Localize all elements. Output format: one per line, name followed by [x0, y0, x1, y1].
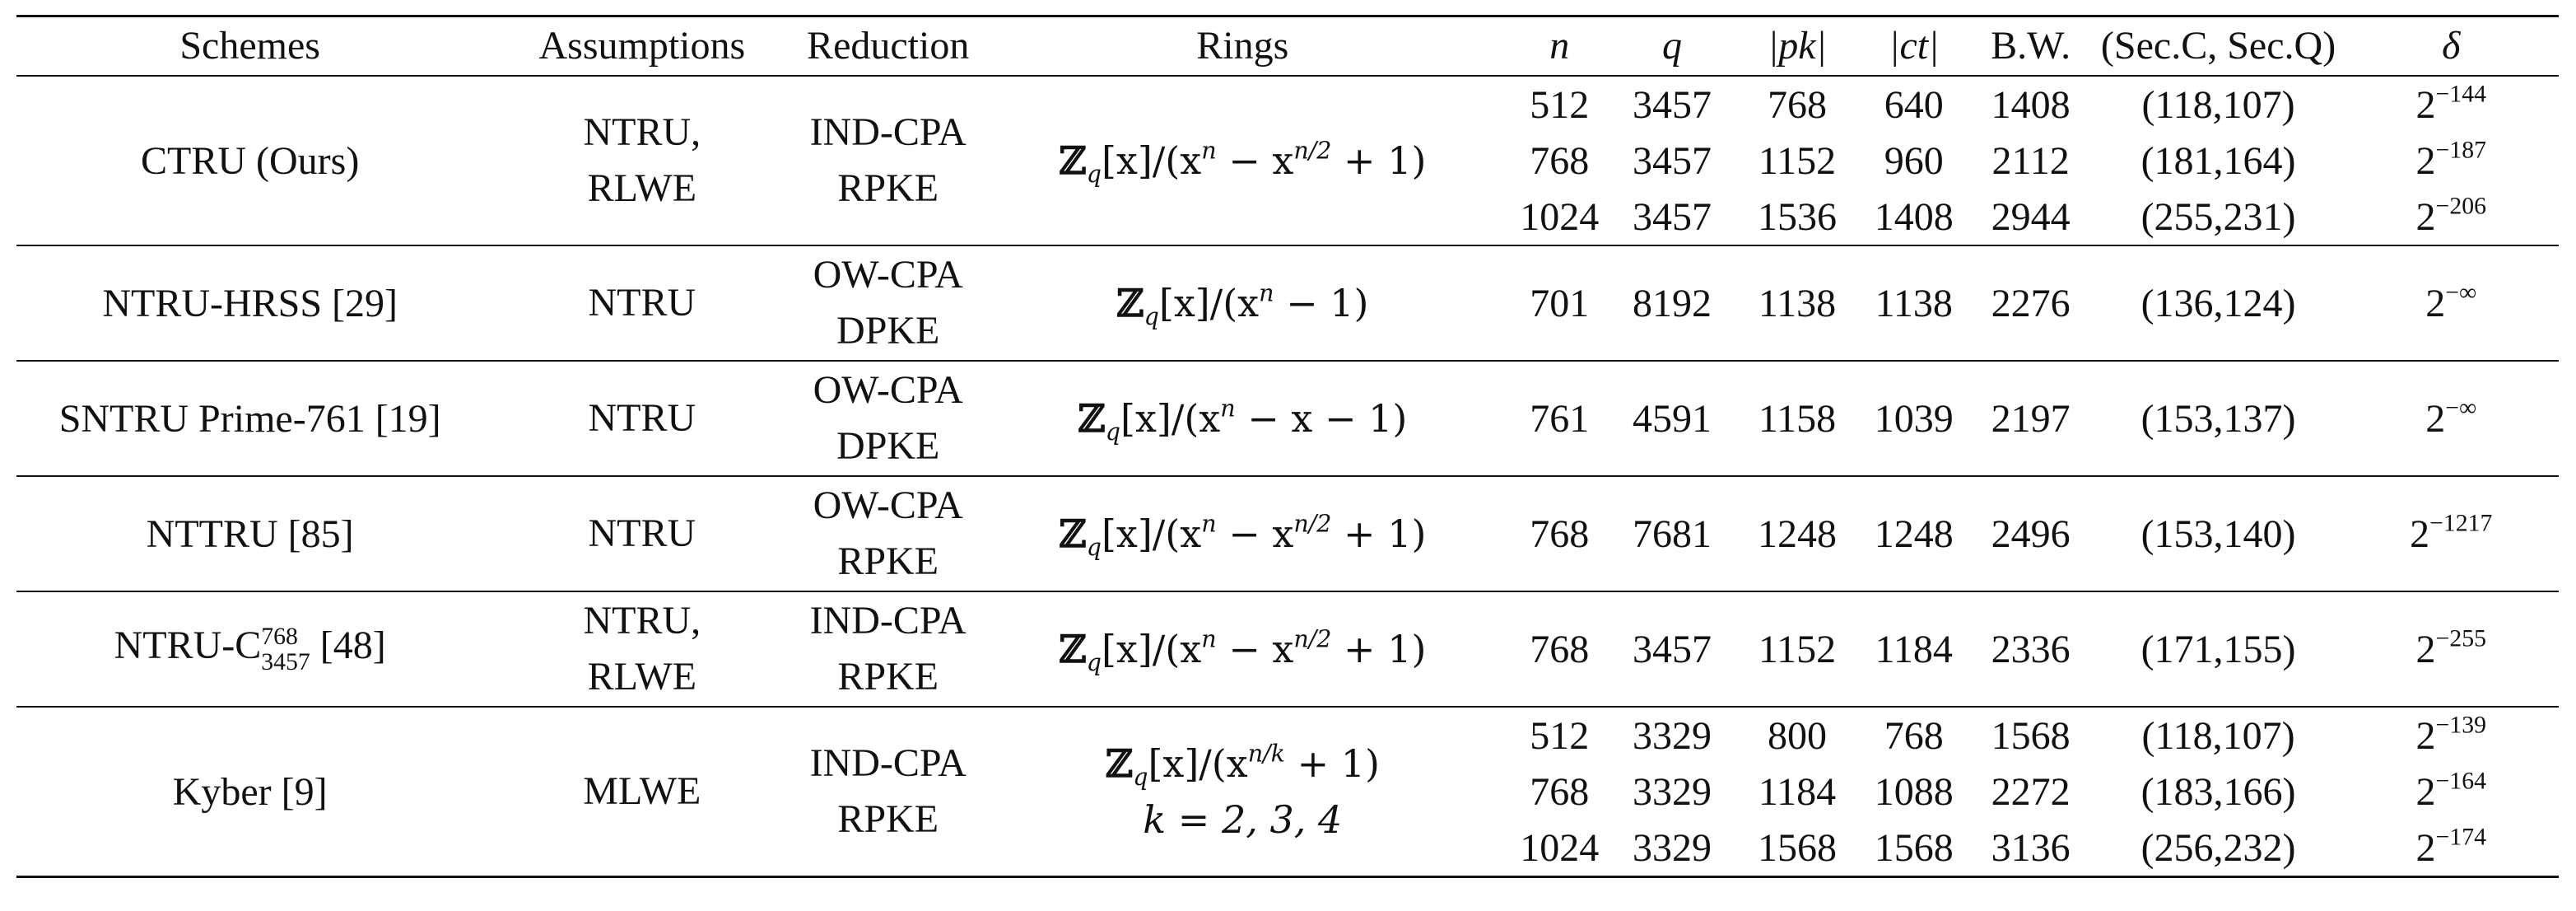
ring-text: + 1)	[1284, 741, 1380, 786]
scheme-cell: CTRU (Ours)	[141, 138, 360, 183]
header-delta: δ	[2442, 24, 2461, 68]
reduction-line: RPKE	[837, 797, 939, 841]
ring-modulus-subscript: q	[1086, 160, 1102, 188]
table-row	[16, 476, 2559, 591]
ct-cell: 1138	[1875, 281, 1953, 325]
reduction-line: IND-CPA	[809, 741, 967, 785]
security-cell: (256,232)	[2140, 825, 2296, 870]
reduction-line: IND-CPA	[809, 599, 967, 642]
ring-integers-symbol: ℤ	[1059, 512, 1087, 556]
delta-value	[2415, 711, 2486, 758]
pk-cell: 768	[1767, 82, 1827, 127]
reduction-cell	[800, 476, 976, 591]
scheme-cell: SNTRU Prime-761 [19]	[58, 396, 441, 441]
scheme-param-n: 768	[261, 623, 298, 651]
delta-cell	[2344, 820, 2559, 877]
ring-expression	[976, 390, 1509, 446]
bw-cell: 2944	[1991, 194, 2071, 239]
ring-integers-symbol: ℤ	[1059, 138, 1087, 183]
ring-expression	[976, 621, 1509, 677]
delta-value	[2415, 192, 2486, 239]
assumption: RLWE	[587, 166, 697, 210]
ring-exponent: n/2	[1293, 137, 1332, 165]
assumptions-cell	[483, 591, 800, 707]
assumptions-cell	[483, 361, 800, 476]
ring-exponent: n	[1201, 510, 1217, 538]
ring-text: [x]/(x	[1148, 741, 1248, 786]
ring-exponent: n	[1220, 395, 1236, 423]
ring-text: + 1)	[1331, 138, 1427, 183]
bw-cell: 2197	[1991, 396, 2071, 441]
pk-cell: 1138	[1758, 281, 1837, 325]
ring-text: [x]/(x	[1158, 281, 1260, 325]
security-cell: (153,140)	[2140, 512, 2296, 556]
n-cell: 512	[1530, 82, 1590, 127]
ring-text: [x]/(x	[1101, 138, 1202, 183]
ct-cell: 768	[1884, 713, 1944, 758]
reduction-line: DPKE	[836, 309, 940, 353]
ring-text: − x	[1216, 627, 1294, 671]
ring-cell	[976, 361, 1509, 476]
security-cell: (118,107)	[2141, 713, 2295, 758]
comparison-table	[16, 15, 2559, 878]
header-schemes: Schemes	[179, 24, 320, 68]
delta-value	[2425, 278, 2477, 325]
delta-exponent: −∞	[2445, 394, 2477, 422]
security-cell: (153,137)	[2140, 396, 2296, 441]
security-cell: (136,124)	[2140, 281, 2296, 325]
header-n: n	[1549, 24, 1570, 68]
ring-expression	[976, 736, 1509, 792]
q-cell: 7681	[1633, 512, 1712, 556]
table-row	[16, 707, 2559, 764]
ring-expression	[976, 133, 1509, 189]
pk-cell: 1184	[1758, 769, 1837, 814]
ring-formula	[976, 275, 1509, 331]
ct-cell: 640	[1884, 82, 1944, 127]
delta-exponent: −187	[2435, 136, 2486, 164]
delta-base: 2	[2415, 138, 2436, 183]
delta-base: 2	[2425, 281, 2446, 325]
n-cell: 761	[1530, 396, 1590, 441]
delta-exponent: −1217	[2429, 509, 2493, 537]
delta-base: 2	[2415, 194, 2436, 239]
delta-base: 2	[2415, 825, 2436, 870]
ring-modulus-subscript: q	[1105, 418, 1121, 446]
reduction-line: IND-CPA	[809, 110, 967, 154]
ring-modulus-subscript: q	[1133, 763, 1148, 791]
pk-cell: 1152	[1758, 627, 1837, 671]
assumptions-cell	[483, 476, 800, 591]
delta-value	[2415, 624, 2486, 671]
scheme-cell: NTRU-HRSS [29]	[102, 281, 398, 325]
q-cell: 3457	[1633, 194, 1712, 239]
ring-formula	[976, 736, 1509, 848]
ring-text: − x	[1216, 138, 1294, 183]
table-row	[16, 245, 2559, 361]
ring-text: − x	[1216, 512, 1294, 556]
ring-text: [x]/(x	[1101, 627, 1202, 671]
delta-cell	[2344, 189, 2559, 245]
ct-cell: 1408	[1874, 194, 1954, 239]
ring-modulus-subscript: q	[1086, 533, 1102, 561]
reduction-cell	[800, 245, 976, 361]
ring-exponent: n/2	[1293, 510, 1332, 538]
n-cell: 1024	[1520, 825, 1600, 870]
security-cell: (181,164)	[2140, 138, 2296, 183]
table-row	[16, 76, 2559, 133]
ring-text: [x]/(x	[1120, 396, 1221, 441]
ring-cell	[976, 707, 1509, 877]
n-cell: 701	[1530, 281, 1590, 325]
delta-value	[2415, 80, 2486, 127]
bw-cell: 2272	[1991, 769, 2071, 814]
ring-cell	[976, 476, 1509, 591]
scheme-cell	[16, 591, 483, 707]
pk-cell: 1158	[1758, 396, 1837, 441]
ct-cell: 1088	[1874, 769, 1954, 814]
pk-cell: 1536	[1757, 194, 1837, 239]
assumption: RLWE	[587, 655, 697, 698]
ring-cell	[976, 245, 1509, 361]
delta-cell	[2344, 361, 2559, 476]
reduction-cell	[800, 707, 976, 877]
scheme-cell: NTTRU [85]	[146, 512, 354, 556]
n-cell: 768	[1530, 138, 1590, 183]
ring-formula	[976, 621, 1509, 677]
delta-exponent: −144	[2435, 80, 2486, 108]
delta-value	[2425, 394, 2477, 441]
ring-exponent: n/2	[1293, 625, 1332, 653]
ct-cell: 1039	[1874, 396, 1954, 441]
reduction-cell	[800, 361, 976, 476]
bw-cell: 2112	[1991, 138, 2070, 183]
reduction-line: RPKE	[837, 540, 939, 583]
q-cell: 3329	[1633, 769, 1712, 814]
delta-base: 2	[2415, 82, 2436, 127]
header-rings: Rings	[1196, 24, 1289, 68]
n-cell: 1024	[1520, 194, 1600, 239]
header-assumptions: Assumptions	[538, 24, 746, 68]
delta-value	[2410, 509, 2493, 556]
header-ct: |ct|	[1889, 24, 1940, 68]
n-cell: 512	[1530, 713, 1590, 758]
delta-base: 2	[2415, 627, 2436, 671]
q-cell: 3329	[1633, 825, 1712, 870]
scheme-ref: [48]	[310, 624, 386, 668]
delta-exponent: −139	[2435, 711, 2486, 739]
ring-integers-symbol: ℤ	[1078, 396, 1106, 441]
assumption: NTRU	[588, 512, 696, 555]
ring-exponent: n	[1259, 279, 1274, 307]
delta-exponent: −174	[2435, 823, 2486, 851]
delta-cell	[2344, 476, 2559, 591]
q-cell: 3457	[1633, 138, 1712, 183]
header-q: q	[1662, 24, 1682, 68]
delta-value	[2415, 767, 2486, 814]
reduction-cell	[800, 76, 976, 245]
delta-cell	[2344, 764, 2559, 820]
ring-integers-symbol: ℤ	[1059, 627, 1087, 671]
delta-base: 2	[2425, 396, 2446, 441]
delta-base: 2	[2410, 512, 2430, 556]
delta-exponent: −206	[2435, 192, 2486, 220]
ring-text: + 1)	[1331, 627, 1427, 671]
delta-base: 2	[2415, 713, 2436, 758]
ring-expression	[976, 275, 1509, 331]
bw-cell: 1568	[1991, 713, 2071, 758]
pk-cell: 1568	[1757, 825, 1837, 870]
delta-cell	[2344, 707, 2559, 764]
scheme-params	[261, 624, 310, 675]
delta-exponent: −255	[2435, 624, 2486, 652]
ring-text: [x]/(x	[1101, 512, 1202, 556]
ring-text: + 1)	[1331, 512, 1427, 556]
reduction-line: RPKE	[837, 166, 939, 210]
ring-modulus-subscript: q	[1144, 302, 1159, 330]
delta-exponent: −∞	[2445, 278, 2477, 306]
reduction-line: RPKE	[837, 655, 939, 698]
ring-formula	[976, 506, 1509, 562]
n-cell: 768	[1530, 769, 1590, 814]
q-cell: 8192	[1633, 281, 1712, 325]
delta-cell	[2344, 245, 2559, 361]
header-pk: |pk|	[1768, 24, 1827, 68]
bw-cell: 1408	[1991, 82, 2071, 127]
ring-modulus-subscript: q	[1086, 648, 1102, 676]
assumption: NTRU,	[583, 110, 701, 154]
delta-base: 2	[2415, 769, 2436, 814]
delta-value	[2415, 823, 2486, 870]
assumption: MLWE	[583, 769, 701, 813]
pk-cell: 1152	[1758, 138, 1837, 183]
bw-cell: 3136	[1991, 825, 2071, 870]
security-cell: (183,166)	[2140, 769, 2296, 814]
ring-cell	[976, 76, 1509, 245]
q-cell: 3457	[1633, 627, 1712, 671]
security-cell: (171,155)	[2140, 627, 2296, 671]
ring-exponent: n/k	[1247, 740, 1285, 768]
ring-note: k = 2, 3, 4	[1143, 797, 1343, 842]
ring-text: − x − 1)	[1235, 396, 1408, 441]
assumptions-cell	[483, 76, 800, 245]
scheme-cell: Kyber [9]	[172, 769, 328, 814]
ct-cell: 960	[1884, 138, 1944, 183]
security-cell: (118,107)	[2141, 82, 2295, 127]
assumption: NTRU	[588, 281, 696, 325]
bw-cell: 2496	[1991, 512, 2071, 556]
bw-cell: 2336	[1991, 627, 2071, 671]
pk-cell: 800	[1767, 713, 1827, 758]
q-cell: 4591	[1633, 396, 1712, 441]
ring-text: − 1)	[1274, 281, 1369, 325]
table-body	[16, 76, 2559, 877]
scheme-param-q: 3457	[261, 648, 310, 676]
n-cell: 768	[1530, 627, 1590, 671]
assumptions-cell	[483, 707, 800, 877]
table-row	[16, 361, 2559, 476]
ring-formula	[976, 133, 1509, 189]
header-row	[16, 16, 2559, 77]
assumptions-cell	[483, 245, 800, 361]
reduction-line: OW-CPA	[813, 253, 963, 297]
assumption: NTRU,	[583, 599, 701, 642]
header-reduction: Reduction	[807, 24, 970, 68]
ring-exponent: n	[1201, 137, 1217, 165]
reduction-line: OW-CPA	[813, 368, 963, 412]
pk-cell: 1248	[1757, 512, 1837, 556]
ring-integers-symbol: ℤ	[1105, 741, 1134, 786]
n-cell: 768	[1530, 512, 1590, 556]
reduction-cell	[800, 591, 976, 707]
ring-expression	[976, 506, 1509, 562]
q-cell: 3457	[1633, 82, 1712, 127]
ring-cell	[976, 591, 1509, 707]
scheme-name: NTRU-C	[114, 624, 262, 668]
ct-cell: 1184	[1875, 627, 1953, 671]
reduction-line: DPKE	[836, 424, 940, 468]
reduction-line: OW-CPA	[813, 484, 963, 527]
delta-cell	[2344, 591, 2559, 707]
header-sec: (Sec.C, Sec.Q)	[2100, 24, 2336, 68]
q-cell: 3329	[1633, 713, 1712, 758]
bw-cell: 2276	[1991, 281, 2071, 325]
assumption: NTRU	[588, 396, 696, 440]
ring-formula	[976, 390, 1509, 446]
header-bw: B.W.	[1991, 24, 2071, 68]
ct-cell: 1248	[1874, 512, 1954, 556]
security-cell: (255,231)	[2140, 194, 2296, 239]
ring-exponent: n	[1201, 625, 1217, 653]
ct-cell: 1568	[1874, 825, 1954, 870]
table-row	[16, 591, 2559, 707]
delta-value	[2415, 136, 2486, 183]
delta-exponent: −164	[2435, 767, 2486, 795]
delta-cell	[2344, 76, 2559, 133]
delta-cell	[2344, 133, 2559, 189]
ring-integers-symbol: ℤ	[1116, 281, 1144, 325]
